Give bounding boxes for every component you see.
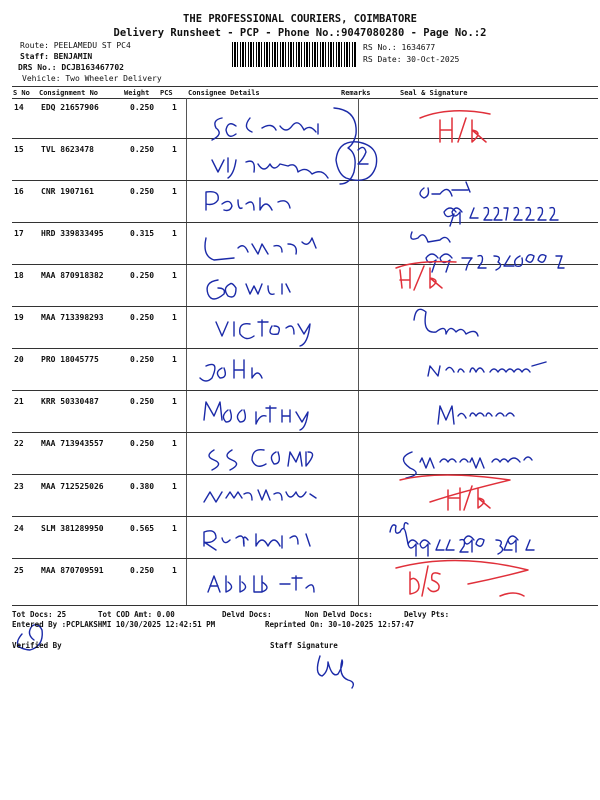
non-delivered-docs: Non Delvd Docs:	[305, 610, 373, 619]
row-sno: 21	[14, 397, 24, 406]
row-consignment: MAA 870709591	[41, 566, 104, 575]
row-consignment: PRO 18045775	[41, 355, 99, 364]
row-sno: 23	[14, 482, 24, 491]
verified-by-label: Verified By	[12, 641, 62, 650]
row-weight: 0.250	[130, 313, 155, 322]
row-sno: 24	[14, 524, 24, 533]
total-docs: Tot Docs: 25	[12, 610, 67, 619]
row-weight: 0.315	[130, 229, 155, 238]
row-pcs: 1	[172, 313, 177, 322]
delivery-points: Delvy Pts:	[404, 610, 450, 619]
barcode-image	[232, 42, 357, 67]
row-weight: 0.250	[130, 355, 155, 364]
row-consignment: MAA 713943557	[41, 439, 104, 448]
col-header-pcs: PCS	[160, 89, 173, 97]
row-pcs: 1	[172, 439, 177, 448]
route-text: Route: PEELAMEDU ST PC4	[20, 41, 131, 50]
row-pcs: 1	[172, 271, 177, 280]
row-consignment: TVL 8623478	[41, 145, 94, 154]
runsheet-subtitle: Delivery Runsheet - PCP - Phone No.:9047080280 - Page No.:2	[113, 27, 487, 39]
row-sno: 17	[14, 229, 24, 238]
staff-signature-label: Staff Signature	[270, 641, 338, 650]
row-pcs: 1	[172, 355, 177, 364]
row-sno: 20	[14, 355, 24, 364]
row-sno: 15	[14, 145, 24, 154]
col-header-seal: Seal & Signature	[400, 89, 468, 97]
vehicle-text: Vehicle: Two Wheeler Delivery	[22, 74, 162, 83]
row-weight: 0.565	[130, 524, 155, 533]
total-cod-amount: Tot COD Amt: 0.00	[98, 610, 175, 619]
row-sno: 19	[14, 313, 24, 322]
row-pcs: 1	[172, 524, 177, 533]
row-consignment: MAA 713398293	[41, 313, 104, 322]
row-pcs: 1	[172, 482, 177, 491]
row-consignment: EDQ 21657906	[41, 103, 99, 112]
row-pcs: 1	[172, 397, 177, 406]
col-header-consignee: Consignee Details	[188, 89, 260, 97]
row-consignment: HRD 339833495	[41, 229, 104, 238]
row-consignment: SLM 381289950	[41, 524, 104, 533]
row-weight: 0.250	[130, 187, 155, 196]
row-sno: 14	[14, 103, 24, 112]
row-sno: 25	[14, 566, 24, 575]
row-consignment: CNR 1907161	[41, 187, 94, 196]
drs-number: DRS No.: DCJB163467702	[18, 63, 124, 72]
row-weight: 0.250	[130, 103, 155, 112]
rs-number: RS No.: 1634677	[363, 43, 436, 52]
row-pcs: 1	[172, 187, 177, 196]
row-pcs: 1	[172, 103, 177, 112]
row-consignment: KRR 50330487	[41, 397, 99, 406]
row-weight: 0.250	[130, 271, 155, 280]
col-header-consignment: Consignment No	[39, 89, 99, 97]
delivered-docs: Delvd Docs:	[222, 610, 272, 619]
row-weight: 0.250	[130, 566, 155, 575]
row-pcs: 1	[172, 229, 177, 238]
row-pcs: 1	[172, 145, 177, 154]
reprinted-on: Reprinted On: 30-10-2025 12:57:47	[265, 620, 415, 629]
row-consignment: MAA 712525026	[41, 482, 104, 491]
row-sno: 16	[14, 187, 24, 196]
rs-date: RS Date: 30-Oct-2025	[363, 55, 460, 64]
row-consignment: MAA 870918382	[41, 271, 104, 280]
row-sno: 18	[14, 271, 24, 280]
company-title: THE PROFESSIONAL COURIERS, COIMBATORE	[183, 13, 417, 25]
col-header-remarks: Remarks	[341, 89, 371, 97]
staff-text: Staff: BENJAMIN	[20, 52, 93, 61]
row-pcs: 1	[172, 566, 177, 575]
entered-by: Entered By :PCPLAKSHMI 10/30/2025 12:42:51 PM	[12, 620, 216, 629]
row-weight: 0.250	[130, 145, 155, 154]
col-header-weight: Weight	[124, 89, 150, 97]
row-weight: 0.380	[130, 482, 155, 491]
row-weight: 0.250	[130, 439, 155, 448]
row-sno: 22	[14, 439, 24, 448]
row-weight: 0.250	[130, 397, 155, 406]
col-header-sno: S No	[13, 89, 30, 97]
